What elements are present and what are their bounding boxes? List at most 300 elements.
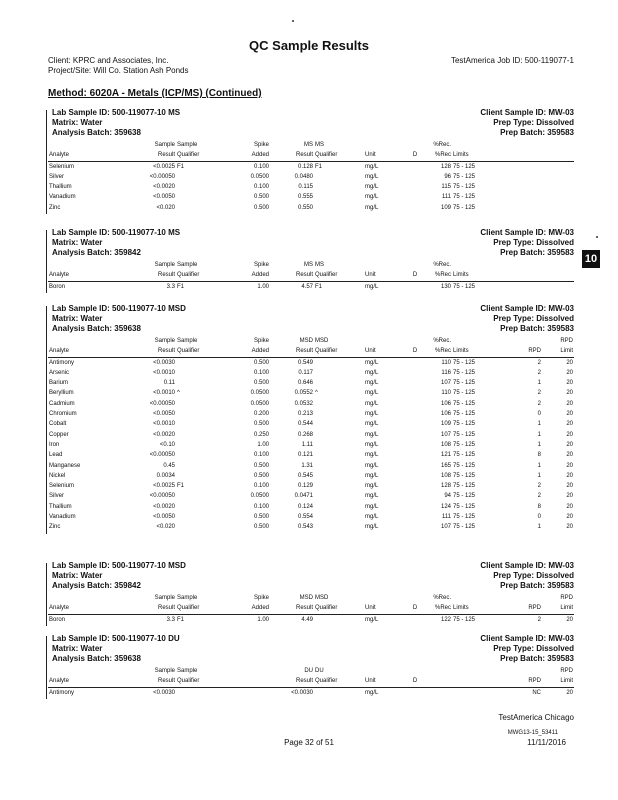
section-tab[interactable]: 10 bbox=[582, 250, 600, 268]
cell bbox=[314, 378, 364, 388]
cell bbox=[508, 192, 542, 202]
header-row-1 bbox=[48, 260, 574, 270]
cell: 1 bbox=[537, 524, 541, 531]
cell: %Rec bbox=[422, 346, 452, 357]
cell: <0.00050 bbox=[149, 173, 175, 180]
cell: 3.3 bbox=[166, 283, 175, 290]
cell bbox=[314, 172, 364, 182]
prep-type: Prep Type: Dissolved bbox=[493, 238, 574, 247]
cell: Selenium bbox=[49, 483, 75, 490]
cell: 106 bbox=[440, 411, 451, 418]
cell: 0.0532 bbox=[294, 400, 313, 407]
cell: 0.200 bbox=[253, 411, 269, 418]
cell bbox=[452, 336, 508, 346]
cell bbox=[314, 419, 364, 429]
cell: 0.0552 bbox=[294, 390, 313, 397]
cell: <0.0030 bbox=[153, 689, 175, 696]
cell: %Rec bbox=[422, 270, 452, 281]
cell: 3.3 bbox=[166, 616, 175, 623]
cell: 0.555 bbox=[297, 194, 313, 201]
cell: RPD bbox=[508, 346, 542, 357]
cell: Unit bbox=[364, 676, 408, 687]
cell: Qualifier bbox=[314, 676, 364, 687]
cell: MS bbox=[304, 142, 313, 148]
cell bbox=[176, 440, 226, 450]
cell: RPD bbox=[508, 676, 542, 687]
cell: Arsenic bbox=[49, 369, 70, 376]
cell: Added bbox=[226, 150, 270, 161]
header-row-1 bbox=[48, 593, 574, 603]
lab-sample-id: Lab Sample ID: 500-119077-10 MSD bbox=[52, 561, 186, 570]
lab-sample-id: Lab Sample ID: 500-119077-10 DU bbox=[52, 634, 180, 643]
client-sample-id: Client Sample ID: MW-03 bbox=[480, 304, 574, 313]
results-table bbox=[48, 140, 574, 213]
cell: 0.100 bbox=[253, 503, 269, 510]
cell: Limit bbox=[542, 676, 574, 687]
cell: D bbox=[408, 346, 422, 357]
cell: Limit bbox=[542, 603, 574, 614]
cell: 0.100 bbox=[253, 483, 269, 490]
cell: %Rec. bbox=[433, 262, 451, 268]
cell: Boron bbox=[49, 283, 66, 290]
cell: mg/L bbox=[365, 369, 379, 376]
cell: 75 - 125 bbox=[453, 390, 476, 397]
table-row bbox=[48, 357, 574, 368]
cell bbox=[314, 512, 364, 522]
cell: 0.45 bbox=[163, 462, 175, 469]
cell: 0.0480 bbox=[294, 173, 313, 180]
cell bbox=[408, 666, 422, 676]
cell: Result bbox=[126, 603, 176, 614]
cell: 20 bbox=[566, 421, 573, 428]
cell bbox=[408, 388, 422, 398]
cell: 0.549 bbox=[297, 359, 313, 366]
cell: Result bbox=[126, 150, 176, 161]
cell: D bbox=[408, 150, 422, 161]
cell bbox=[408, 687, 422, 698]
cell: 75 - 125 bbox=[453, 163, 476, 170]
cell bbox=[176, 192, 226, 202]
cell bbox=[176, 378, 226, 388]
cell: mg/L bbox=[365, 452, 379, 459]
prep-batch: Prep Batch: 359583 bbox=[500, 128, 574, 137]
cell: 20 bbox=[566, 369, 573, 376]
header-row-1 bbox=[48, 336, 574, 346]
cell: mg/L bbox=[365, 283, 379, 290]
cell: F1 bbox=[177, 616, 185, 623]
cell: 1.00 bbox=[257, 441, 269, 448]
cell: Analyte bbox=[48, 270, 126, 281]
cell: Spike bbox=[253, 142, 269, 148]
cell: 128 bbox=[440, 483, 451, 490]
cell bbox=[314, 481, 364, 491]
cell bbox=[408, 450, 422, 460]
cell: Analyte bbox=[48, 346, 126, 357]
header-row-1 bbox=[48, 666, 574, 676]
footer-lab: TestAmerica Chicago bbox=[498, 713, 574, 722]
cell bbox=[176, 203, 226, 213]
cell: 0.0500 bbox=[250, 390, 269, 397]
cell bbox=[176, 461, 226, 471]
cell: Thallium bbox=[49, 184, 72, 191]
cell: Copper bbox=[49, 431, 69, 438]
cell: %Rec bbox=[422, 150, 452, 161]
cell: Added bbox=[226, 346, 270, 357]
cell: <0.0030 bbox=[291, 689, 313, 696]
cell: Result bbox=[270, 150, 314, 161]
cell bbox=[408, 336, 422, 346]
cell: Qualifier bbox=[176, 603, 226, 614]
cell bbox=[408, 471, 422, 481]
cell: ^ bbox=[177, 390, 180, 397]
cell bbox=[542, 192, 574, 202]
cell: Result bbox=[126, 346, 176, 357]
cell bbox=[408, 502, 422, 512]
cell: Unit bbox=[364, 603, 408, 614]
cell bbox=[422, 666, 452, 676]
cell: 75 - 125 bbox=[453, 524, 476, 531]
cell bbox=[508, 593, 542, 603]
prep-batch: Prep Batch: 359583 bbox=[500, 654, 574, 663]
cell: mg/L bbox=[365, 524, 379, 531]
cell: NC bbox=[532, 689, 541, 696]
analysis-batch: Analysis Batch: 359638 bbox=[52, 128, 141, 137]
cell: 2 bbox=[537, 390, 541, 397]
cell: Sample bbox=[154, 142, 175, 148]
cell bbox=[542, 182, 574, 192]
cell: Sample bbox=[154, 338, 175, 344]
cell bbox=[176, 450, 226, 460]
cell: D bbox=[408, 676, 422, 687]
cell: <0.0025 bbox=[153, 163, 175, 170]
cell: 0.100 bbox=[253, 163, 269, 170]
cell: 75 - 125 bbox=[453, 184, 476, 191]
matrix: Matrix: Water bbox=[52, 571, 103, 580]
cell bbox=[176, 357, 226, 368]
table-row bbox=[48, 461, 574, 471]
cell: Limits bbox=[452, 346, 508, 357]
cell bbox=[408, 512, 422, 522]
cell: RPD bbox=[560, 338, 573, 344]
cell: Result bbox=[270, 346, 314, 357]
cell bbox=[542, 150, 574, 161]
cell: F1 bbox=[315, 283, 323, 290]
cell: RPD bbox=[508, 603, 542, 614]
cell: mg/L bbox=[365, 462, 379, 469]
cell: 130 bbox=[440, 283, 451, 290]
cell bbox=[542, 270, 574, 281]
cell: Spike bbox=[253, 595, 269, 601]
table-row bbox=[48, 430, 574, 440]
cell bbox=[508, 270, 542, 281]
block-bracket-line bbox=[46, 110, 47, 214]
cell: 94 bbox=[444, 493, 451, 500]
cell bbox=[48, 336, 126, 346]
cell: 1.11 bbox=[301, 441, 313, 448]
cell: Selenium bbox=[49, 163, 75, 170]
cell: 0.0500 bbox=[250, 173, 269, 180]
table-row bbox=[48, 512, 574, 522]
lab-sample-id: Lab Sample ID: 500-119077-10 MSD bbox=[52, 304, 186, 313]
cell: 1 bbox=[537, 421, 541, 428]
cell: mg/L bbox=[365, 689, 379, 696]
cell: 20 bbox=[566, 441, 573, 448]
cell: Sample bbox=[177, 262, 198, 268]
cell: 2 bbox=[537, 359, 541, 366]
cell: 20 bbox=[566, 616, 573, 623]
cell bbox=[422, 676, 452, 687]
prep-type: Prep Type: Dissolved bbox=[493, 644, 574, 653]
cell: mg/L bbox=[365, 472, 379, 479]
cell: Unit bbox=[364, 150, 408, 161]
cell bbox=[408, 281, 422, 292]
cell bbox=[314, 368, 364, 378]
cell: 0.129 bbox=[297, 483, 313, 490]
cell: 20 bbox=[566, 359, 573, 366]
cell bbox=[422, 687, 452, 698]
cell: 75 - 125 bbox=[453, 472, 476, 479]
cell bbox=[408, 481, 422, 491]
cell: <0.0050 bbox=[153, 194, 175, 201]
cell: <0.0025 bbox=[153, 483, 175, 490]
cell: Chromium bbox=[49, 411, 77, 418]
cell bbox=[408, 378, 422, 388]
cell bbox=[176, 471, 226, 481]
cell: 75 - 125 bbox=[453, 283, 476, 290]
cell: 96 bbox=[444, 173, 451, 180]
table-row bbox=[48, 502, 574, 512]
client-sample-id: Client Sample ID: MW-03 bbox=[480, 561, 574, 570]
cell: 111 bbox=[441, 194, 451, 201]
results-table bbox=[48, 666, 574, 698]
cell: Cobalt bbox=[49, 421, 67, 428]
prep-type: Prep Type: Dissolved bbox=[493, 571, 574, 580]
cell: Sample bbox=[177, 338, 198, 344]
method-heading: Method: 6020A - Metals (ICP/MS) (Continued) bbox=[48, 88, 262, 99]
cell: 0 bbox=[537, 411, 541, 418]
cell: 0.544 bbox=[297, 421, 313, 428]
cell: 75 - 125 bbox=[453, 431, 476, 438]
cell: 20 bbox=[566, 411, 573, 418]
cell: 0.100 bbox=[253, 452, 269, 459]
cell bbox=[226, 676, 270, 687]
cell: 0.117 bbox=[298, 369, 313, 376]
cell: Zinc bbox=[49, 524, 61, 531]
cell: 0.500 bbox=[253, 421, 269, 428]
cell: Qualifier bbox=[176, 676, 226, 687]
cell: F1 bbox=[177, 283, 185, 290]
results-table bbox=[48, 593, 574, 625]
cell: 0.500 bbox=[253, 524, 269, 531]
cell: Vanadium bbox=[49, 194, 76, 201]
cell: 115 bbox=[441, 184, 451, 191]
cell bbox=[314, 491, 364, 501]
cell: 75 - 125 bbox=[453, 194, 476, 201]
table-row bbox=[48, 399, 574, 409]
cell: 0.500 bbox=[253, 514, 269, 521]
cell: 0.550 bbox=[297, 204, 313, 211]
cell: 20 bbox=[566, 472, 573, 479]
cell: <0.00050 bbox=[149, 493, 175, 500]
cell: 0.250 bbox=[253, 431, 269, 438]
cell: Lead bbox=[49, 452, 63, 459]
cell bbox=[408, 368, 422, 378]
cell: 1 bbox=[537, 472, 541, 479]
prep-type: Prep Type: Dissolved bbox=[493, 314, 574, 323]
cell: Unit bbox=[364, 270, 408, 281]
cell: 0.500 bbox=[253, 204, 269, 211]
cell: F1 bbox=[177, 163, 185, 170]
cell bbox=[48, 260, 126, 270]
header-row-2 bbox=[48, 676, 574, 687]
cell: 0.268 bbox=[297, 431, 313, 438]
cell: 116 bbox=[441, 369, 451, 376]
cell bbox=[176, 430, 226, 440]
cell: 75 - 125 bbox=[453, 204, 476, 211]
cell: 1.31 bbox=[301, 462, 313, 469]
cell: 0.500 bbox=[253, 194, 269, 201]
analysis-batch: Analysis Batch: 359842 bbox=[52, 581, 141, 590]
cell: 20 bbox=[566, 689, 573, 696]
cell bbox=[48, 666, 126, 676]
cell bbox=[408, 522, 422, 532]
cell: <0.020 bbox=[156, 204, 175, 211]
prep-batch: Prep Batch: 359583 bbox=[500, 581, 574, 590]
cell: 75 - 125 bbox=[453, 411, 476, 418]
cell: 2 bbox=[537, 493, 541, 500]
cell: Sample bbox=[154, 262, 175, 268]
cell: <0.0050 bbox=[153, 514, 175, 521]
cell: <0.10 bbox=[159, 441, 175, 448]
cell: Limits bbox=[452, 150, 508, 161]
cell bbox=[408, 140, 422, 150]
cell bbox=[314, 440, 364, 450]
cell: 75 - 125 bbox=[453, 441, 476, 448]
cell: Qualifier bbox=[176, 150, 226, 161]
cell bbox=[408, 399, 422, 409]
cell: 107 bbox=[440, 380, 451, 387]
cell: 2 bbox=[537, 483, 541, 490]
table-row bbox=[48, 172, 574, 182]
cell: mg/L bbox=[365, 411, 379, 418]
cell: mg/L bbox=[365, 441, 379, 448]
cell: Silver bbox=[49, 493, 65, 500]
cell bbox=[314, 430, 364, 440]
cell: Result bbox=[126, 676, 176, 687]
cell bbox=[176, 502, 226, 512]
cell bbox=[48, 140, 126, 150]
cell: MSD bbox=[299, 338, 313, 344]
cell bbox=[452, 593, 508, 603]
cell: Zinc bbox=[49, 204, 61, 211]
cell: 0.121 bbox=[297, 452, 313, 459]
client-name: Client: KPRC and Associates, Inc. bbox=[48, 56, 169, 65]
cell bbox=[176, 182, 226, 192]
cell: 8 bbox=[537, 452, 541, 459]
cell: mg/L bbox=[365, 400, 379, 407]
cell: 20 bbox=[566, 514, 573, 521]
cell: 0.100 bbox=[253, 369, 269, 376]
cell: 20 bbox=[566, 503, 573, 510]
cell bbox=[452, 676, 508, 687]
cell bbox=[408, 182, 422, 192]
cell bbox=[508, 140, 542, 150]
cell bbox=[176, 491, 226, 501]
cell: <0.0010 bbox=[153, 421, 175, 428]
results-table bbox=[48, 260, 574, 292]
cell: <0.0050 bbox=[153, 411, 175, 418]
cell: 1 bbox=[537, 441, 541, 448]
analysis-batch: Analysis Batch: 359638 bbox=[52, 654, 141, 663]
cell: 0.543 bbox=[297, 524, 313, 531]
cell: Manganese bbox=[49, 462, 81, 469]
cell: Qualifier bbox=[314, 270, 364, 281]
cell bbox=[314, 357, 364, 368]
cell bbox=[542, 203, 574, 213]
cell bbox=[452, 140, 508, 150]
cell: 0.0500 bbox=[250, 493, 269, 500]
cell: <0.0010 bbox=[153, 369, 175, 376]
results-table bbox=[48, 336, 574, 533]
cell bbox=[408, 260, 422, 270]
cell: 2 bbox=[537, 400, 541, 407]
cell: Limits bbox=[452, 270, 508, 281]
table-row bbox=[48, 388, 574, 398]
cell: 109 bbox=[440, 204, 451, 211]
cell: MSD bbox=[299, 595, 313, 601]
cell bbox=[508, 666, 542, 676]
cell: 4.57 bbox=[301, 283, 313, 290]
cell: 1 bbox=[537, 431, 541, 438]
cell: 75 - 125 bbox=[453, 462, 476, 469]
cell: 20 bbox=[566, 400, 573, 407]
cell bbox=[314, 203, 364, 213]
cell: 0.500 bbox=[253, 472, 269, 479]
cell: 165 bbox=[440, 462, 451, 469]
cell: 121 bbox=[440, 452, 451, 459]
cell: MS bbox=[304, 262, 313, 268]
cell: %Rec bbox=[422, 603, 452, 614]
cell: 20 bbox=[566, 483, 573, 490]
footer-date: 11/11/2016 bbox=[527, 738, 566, 747]
cell: 20 bbox=[566, 462, 573, 469]
client-sample-id: Client Sample ID: MW-03 bbox=[480, 634, 574, 643]
cell: 0.500 bbox=[253, 462, 269, 469]
cell bbox=[508, 150, 542, 161]
cell: D bbox=[408, 270, 422, 281]
cell: 75 - 125 bbox=[453, 400, 476, 407]
cell bbox=[176, 419, 226, 429]
page-title: QC Sample Results bbox=[249, 38, 369, 53]
cell: Sample bbox=[177, 142, 198, 148]
cell: mg/L bbox=[365, 173, 379, 180]
cell: <0.00050 bbox=[149, 452, 175, 459]
cell: MS bbox=[315, 262, 324, 268]
cell bbox=[314, 182, 364, 192]
cell: Limit bbox=[542, 346, 574, 357]
scan-speck bbox=[292, 20, 294, 22]
cell: Qualifier bbox=[314, 150, 364, 161]
cell: MSD bbox=[315, 595, 329, 601]
cell bbox=[48, 593, 126, 603]
header-row-2 bbox=[48, 270, 574, 281]
cell bbox=[408, 409, 422, 419]
cell: Added bbox=[226, 270, 270, 281]
cell bbox=[408, 172, 422, 182]
cell bbox=[508, 281, 542, 292]
cell: <0.0030 bbox=[153, 359, 175, 366]
cell: Result bbox=[126, 270, 176, 281]
